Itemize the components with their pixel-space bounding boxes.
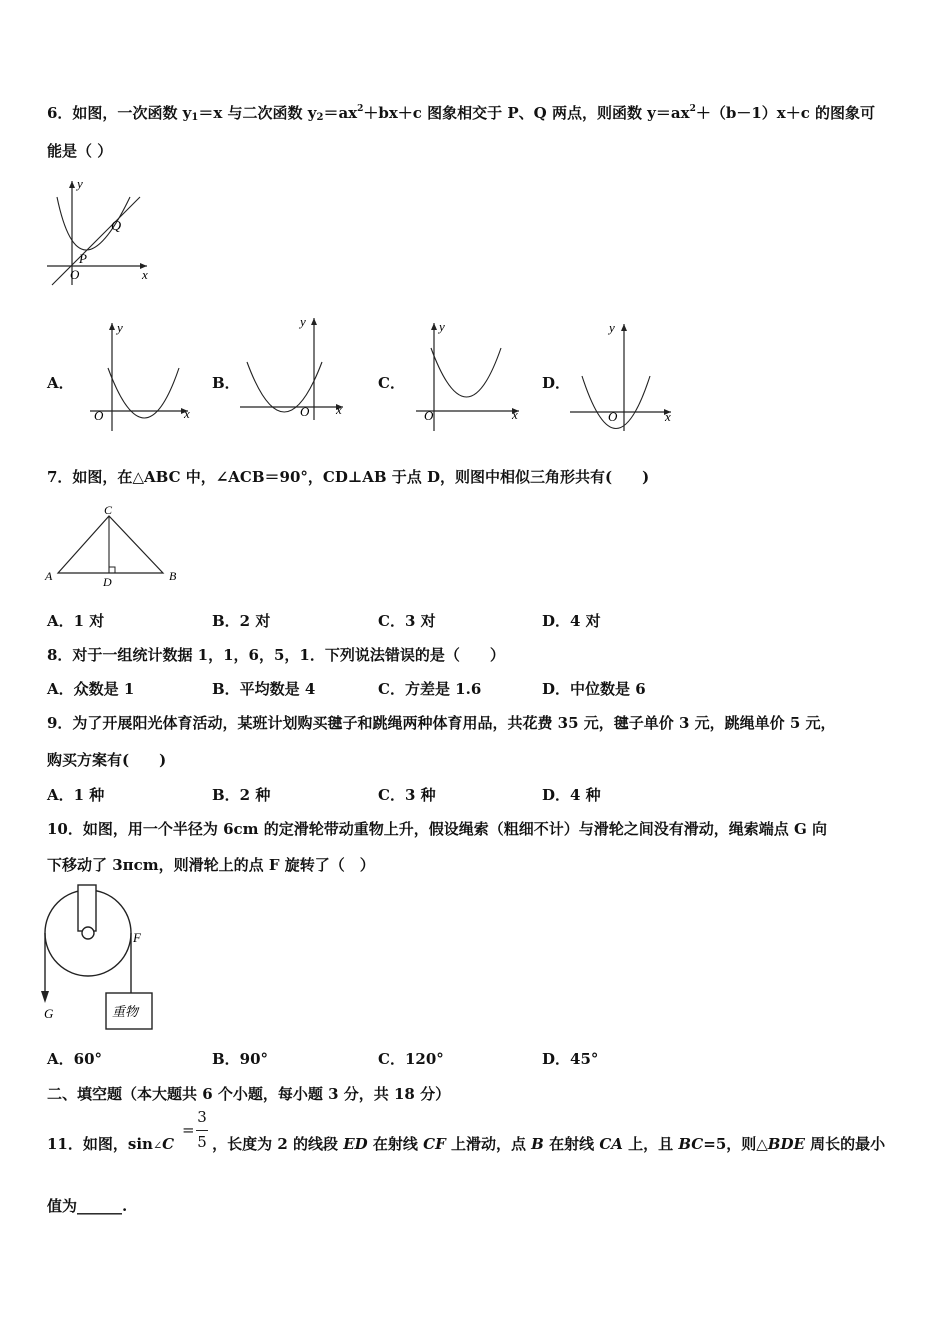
q11-fraction-numerator: 3: [197, 1108, 207, 1126]
q6-a-y-label: y: [117, 320, 123, 335]
q6-b-y-label: y: [300, 314, 306, 329]
q6-a-o-label: O: [94, 408, 104, 423]
q6-fig-y-label: y: [77, 176, 83, 191]
q6-option-d-label[interactable]: D．: [542, 374, 571, 392]
q6-b-o-label: O: [300, 404, 310, 419]
q6-c-x-label: x: [512, 407, 518, 422]
q11-text-part: 在射线: [367, 1135, 424, 1153]
q11-bde: BDE: [767, 1135, 805, 1153]
q10-fig-g-label: G: [44, 1006, 54, 1021]
q6-option-c-graph[interactable]: [414, 318, 529, 433]
q6-option-a-label[interactable]: A．: [47, 374, 74, 392]
q6-option-b-graph[interactable]: [238, 312, 353, 422]
q6-sub: 1: [191, 112, 199, 123]
q6-c-o-label: O: [424, 408, 434, 423]
q6-stem-line2: 能是（ ）: [47, 142, 113, 160]
q9-option-b[interactable]: B．2 种: [212, 786, 271, 804]
q9-option-a[interactable]: A．1 种: [47, 786, 105, 804]
q11-text-part: 周长的最小: [804, 1135, 886, 1153]
q7-stem: 7．如图，在△ABC 中，∠ACB＝90°，CD⊥AB 于点 D，则图中相似三角形共有( ): [47, 468, 650, 486]
q6-sub: 2: [316, 112, 324, 123]
q10-option-b[interactable]: B．90°: [212, 1050, 269, 1068]
q11-angle-symbol: ∠: [152, 1139, 163, 1152]
q10-option-c[interactable]: C．120°: [378, 1050, 444, 1068]
q10-fig-f-label: F: [133, 930, 141, 945]
q6-text-part: 6．如图，一次函数 y: [47, 104, 192, 122]
q10-stem-line1: 10．如图，用一个半径为 6cm 的定滑轮带动重物上升，假设绳索（粗细不计）与滑轮之间没有滑动，绳索端点 G 向: [47, 820, 828, 838]
q6-fig-x-label: x: [142, 267, 148, 282]
q11-text-part: 上，且: [622, 1135, 679, 1153]
q11-text-part: 上滑动，点: [445, 1135, 532, 1153]
q6-d-x-label: x: [665, 409, 671, 424]
q9-stem-line1: 9．为了开展阳光体育活动，某班计划购买毽子和跳绳两种体育用品，共花费 35 元，毽子单价 3 元，跳绳单价 5 元，: [47, 714, 836, 732]
q6-fig-o-label: O: [70, 267, 80, 282]
q6-c-y-label: y: [439, 319, 445, 334]
q6-sup: 2: [689, 104, 696, 114]
q6-text-part: ＝ax: [323, 104, 358, 122]
q6-fig-q-label: Q: [111, 219, 122, 234]
q6-figure: [45, 175, 160, 290]
q6-text-part: ＝x 与二次函数 y: [198, 104, 317, 122]
q8-option-a[interactable]: A．众数是 1: [47, 680, 135, 698]
q6-a-x-label: x: [184, 406, 190, 421]
q7-option-c[interactable]: C．3 对: [378, 612, 436, 630]
q9-stem-line2: 购买方案有( ): [47, 751, 167, 769]
q9-option-c[interactable]: C．3 种: [378, 786, 436, 804]
q6-option-c-label[interactable]: C．: [378, 374, 405, 392]
q11-stem-line2[interactable]: 值为______.: [47, 1197, 128, 1215]
q11-c: C: [162, 1135, 175, 1153]
q11-b: B: [531, 1135, 544, 1153]
q11-text-part: 在射线: [543, 1135, 600, 1153]
q7-fig-d-label: D: [103, 575, 112, 589]
q6-b-x-label: x: [336, 402, 342, 417]
q8-option-b[interactable]: B．平均数是 4: [212, 680, 316, 698]
q9-option-d[interactable]: D．4 种: [542, 786, 601, 804]
q8-option-d[interactable]: D．中位数是 6: [542, 680, 646, 698]
q11-fraction-bar: [196, 1130, 208, 1131]
q10-stem-line2: 下移动了 3πcm，则滑轮上的点 F 旋转了（ ）: [47, 856, 375, 874]
q11-cf: CF: [423, 1135, 446, 1153]
q11-fraction-denominator: 5: [197, 1133, 207, 1151]
q7-option-b[interactable]: B．2 对: [212, 612, 271, 630]
q7-fig-c-label: C: [104, 503, 113, 517]
q11-text-part: =5，则△: [703, 1135, 768, 1153]
q6-text-part: ＋（b－1）x＋c 的图象可: [695, 104, 876, 122]
q11-ed: ED: [343, 1135, 368, 1153]
q11-stem-line1: [47, 1133, 885, 1154]
q6-option-d-graph[interactable]: [568, 318, 683, 433]
q7-fig-a-label: A: [45, 569, 53, 583]
q6-option-b-label[interactable]: B．: [212, 374, 240, 392]
q6-d-y-label: y: [609, 320, 615, 335]
q6-fig-p-label: P: [79, 251, 87, 266]
q11-bc: BC: [678, 1135, 704, 1153]
q6-stem-line1: [47, 102, 875, 123]
q11-ca: CA: [599, 1135, 623, 1153]
q11-text-part: ，长度为 2 的线段: [212, 1135, 344, 1153]
q10-option-d[interactable]: D．45°: [542, 1050, 599, 1068]
q6-sup: 2: [357, 104, 364, 114]
q6-d-o-label: O: [608, 409, 618, 424]
q7-option-d[interactable]: D．4 对: [542, 612, 601, 630]
q7-option-a[interactable]: A．1 对: [47, 612, 105, 630]
q6-option-a-graph[interactable]: [88, 318, 198, 433]
q11-sin: sin: [127, 1135, 153, 1153]
q10-fig-weight-label: 重物: [112, 1004, 139, 1019]
q10-option-a[interactable]: A．60°: [47, 1050, 103, 1068]
q8-stem: 8．对于一组统计数据 1，1，6，5，1．下列说法错误的是（ ）: [47, 646, 505, 664]
q7-fig-b-label: B: [169, 569, 177, 583]
q7-triangle-figure: [42, 502, 187, 592]
section2-title: 二、填空题（本大题共 6 个小题，每小题 3 分，共 18 分）: [47, 1085, 451, 1103]
q11-text-part: 11．如图，: [47, 1135, 128, 1153]
q10-pulley-figure: [40, 885, 155, 1035]
q8-option-c[interactable]: C．方差是 1.6: [378, 680, 482, 698]
q6-text-part: ＋bx＋c 图象相交于 P、Q 两点，则函数 y＝ax: [363, 104, 690, 122]
q11-equals: =: [182, 1121, 195, 1139]
